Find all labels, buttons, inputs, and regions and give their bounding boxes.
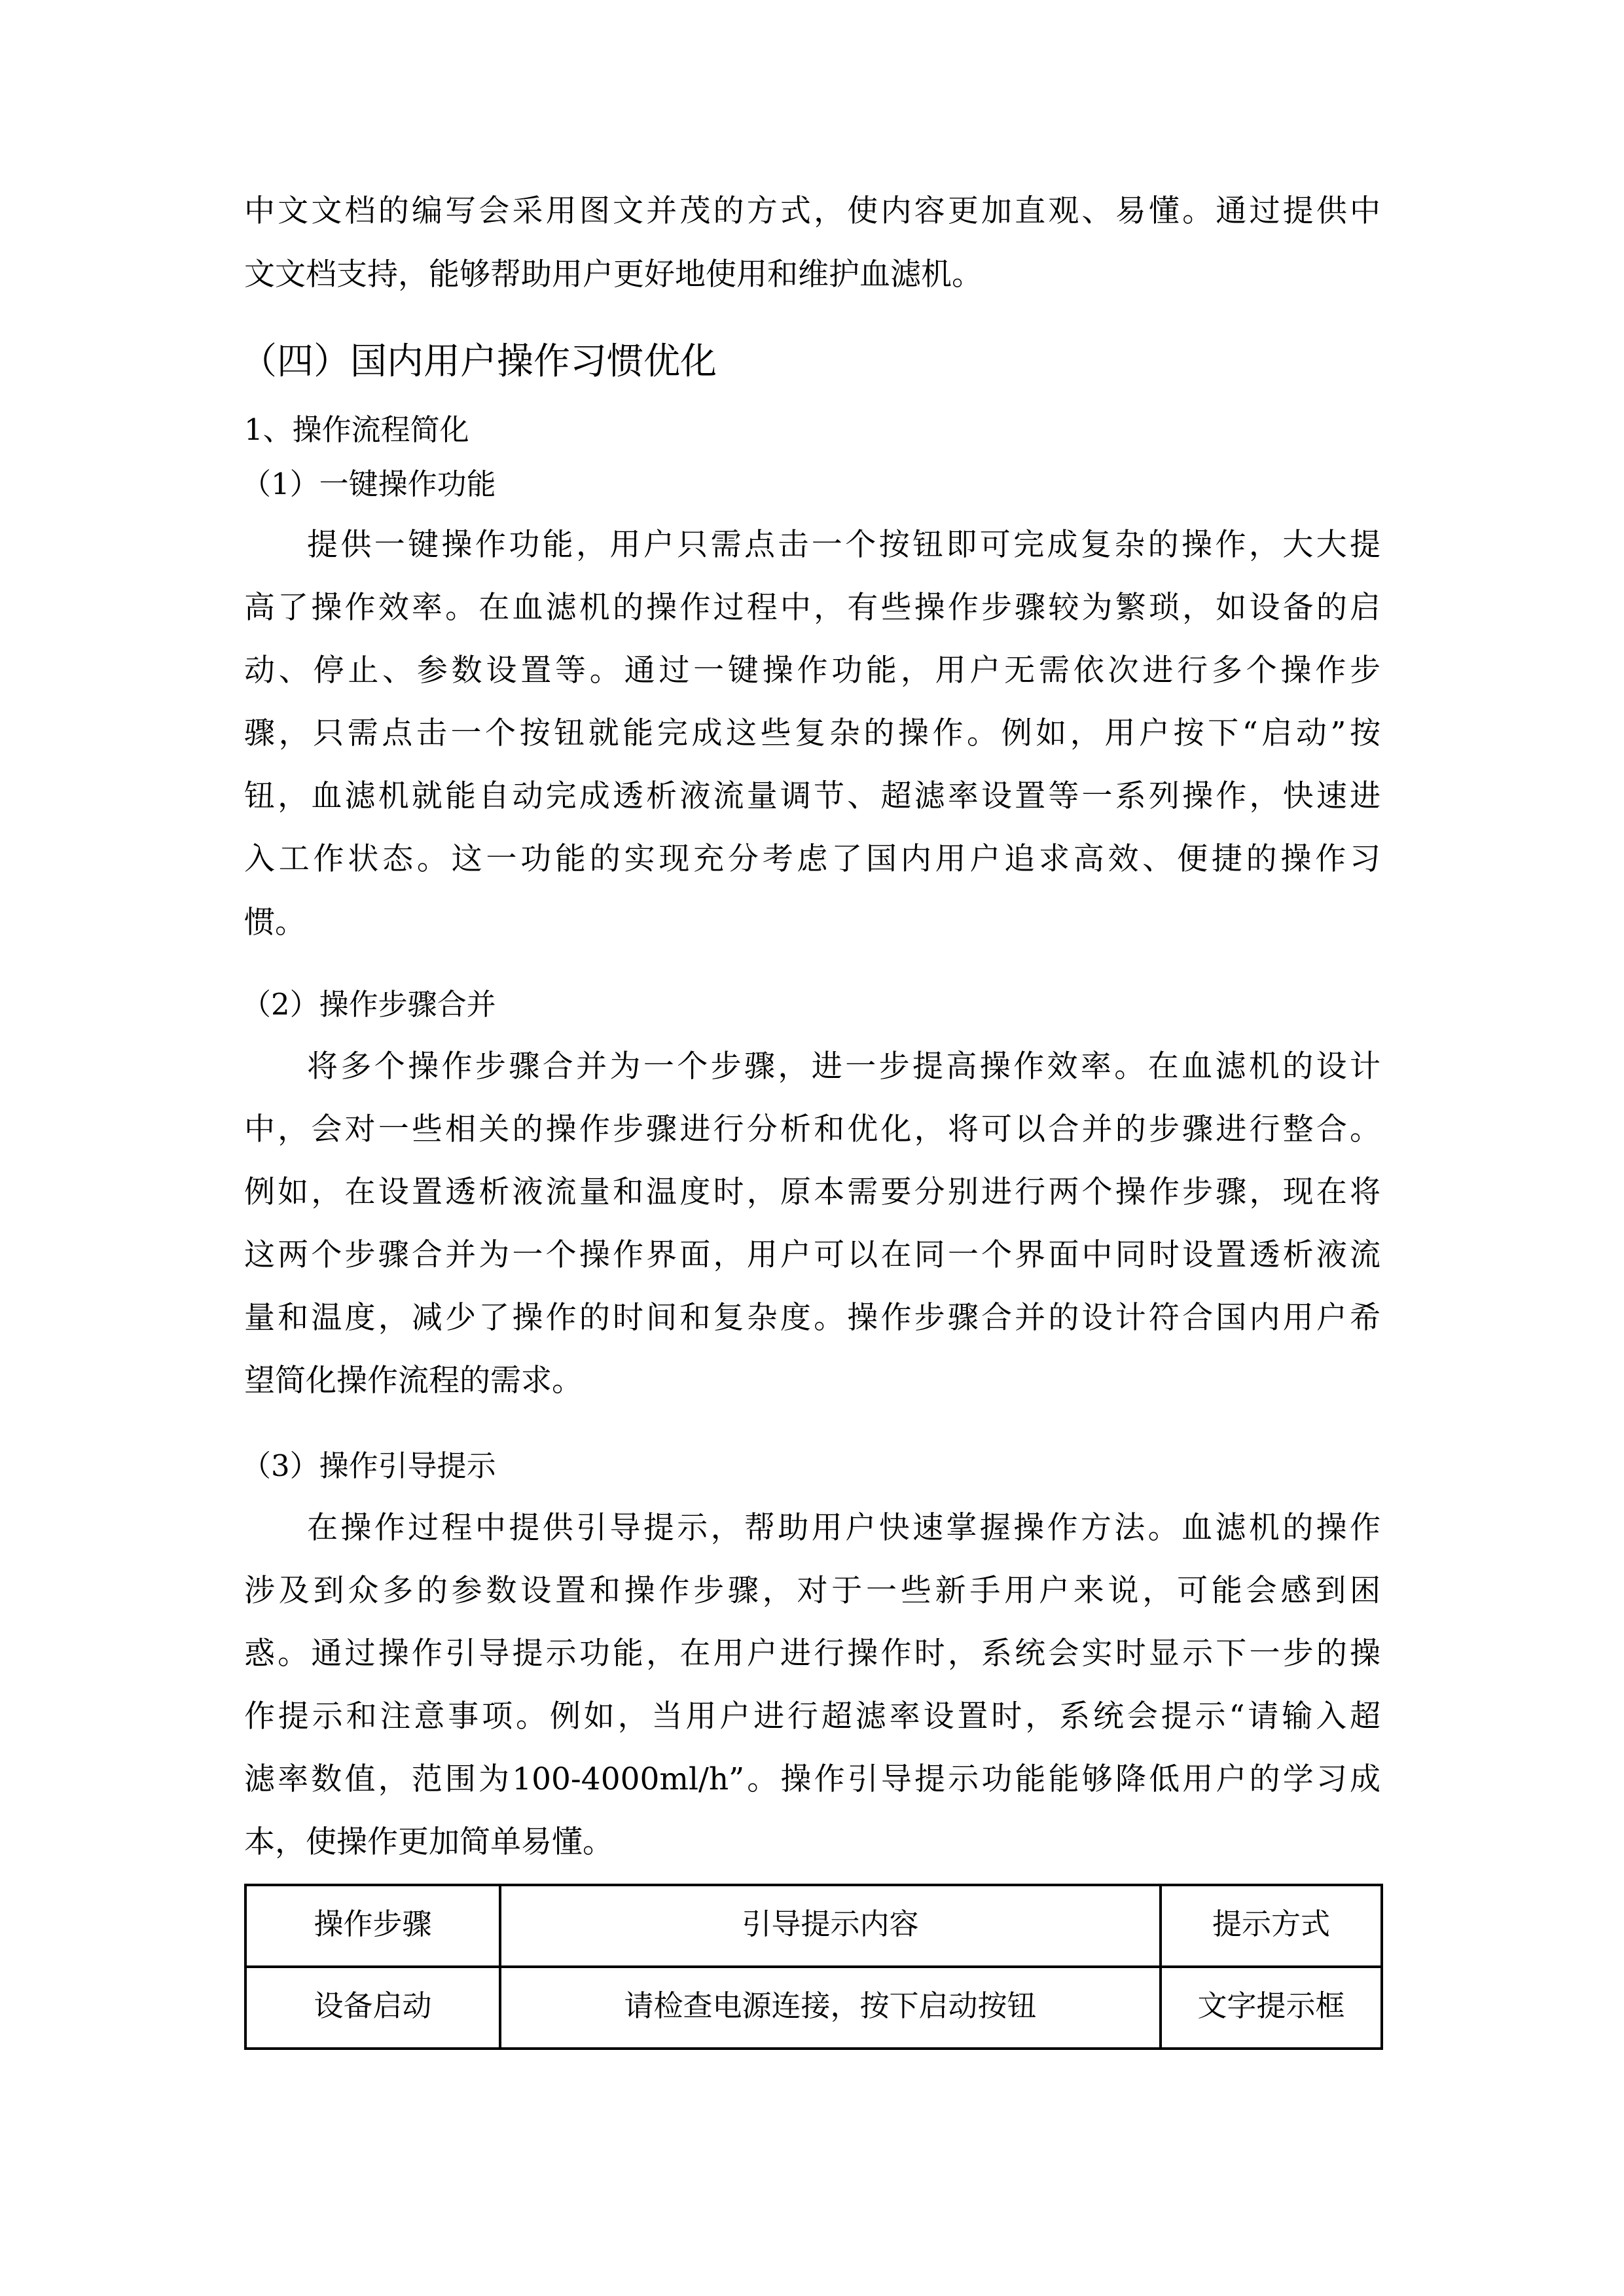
item-paragraph-line: 入工作状态。这一功能的实现充分考虑了国内用户追求高效、便捷的操作习 (244, 841, 1380, 877)
section-heading: （四）国内用户操作习惯优化 (240, 340, 717, 383)
item-paragraph-line: 作提示和注意事项。例如，当用户进行超滤率设置时，系统会提示“请输入超 (244, 1698, 1380, 1734)
item-paragraph-line: 望简化操作流程的需求。 (244, 1363, 583, 1399)
table-header-row (245, 1885, 1382, 1967)
table-cell: 请检查电源连接，按下启动按钮 (500, 1967, 1161, 2049)
guidance-table (244, 1884, 1383, 2050)
table-cell: 设备启动 (245, 1967, 500, 2049)
table-header-cell: 提示方式 (1161, 1885, 1382, 1967)
item-paragraph-line: 中，会对一些相关的操作步骤进行分析和优化，将可以合并的步骤进行整合。 (244, 1111, 1380, 1147)
item-paragraph-line: 将多个操作步骤合并为一个步骤，进一步提高操作效率。在血滤机的设计 (307, 1049, 1380, 1085)
item-paragraph-line: 滤率数值，范围为100-4000ml/h”。操作引导提示功能能够降低用户的学习成 (244, 1761, 1380, 1797)
table-header-cell: 引导提示内容 (500, 1885, 1161, 1967)
item-paragraph-line: 量和温度，减少了操作的时间和复杂度。操作步骤合并的设计符合国内用户希 (244, 1300, 1380, 1336)
table-row (245, 1967, 1382, 2049)
item-heading-one-click: （1）一键操作功能 (242, 467, 496, 501)
table-header-cell: 操作步骤 (245, 1885, 500, 1967)
item-paragraph-line: 动、停止、参数设置等。通过一键操作功能，用户无需依次进行多个操作步 (244, 653, 1380, 689)
subsection-heading: 1、操作流程简化 (244, 412, 469, 447)
table-cell: 文字提示框 (1161, 1967, 1382, 2049)
item-paragraph-line: 本，使操作更加简单易懂。 (244, 1824, 613, 1860)
item-paragraph-line: 在操作过程中提供引导提示，帮助用户快速掌握操作方法。血滤机的操作 (307, 1510, 1380, 1546)
item-paragraph-line: 惑。通过操作引导提示功能，在用户进行操作时，系统会实时显示下一步的操 (244, 1636, 1380, 1672)
item-heading-guidance: （3）操作引导提示 (242, 1448, 496, 1483)
item-paragraph-line: 惯。 (244, 905, 306, 941)
item-paragraph-line: 例如，在设置透析液流量和温度时，原本需要分别进行两个操作步骤，现在将 (244, 1174, 1380, 1210)
item-paragraph-line: 涉及到众多的参数设置和操作步骤，对于一些新手用户来说，可能会感到困 (244, 1573, 1380, 1609)
intro-paragraph-line: 中文文档的编写会采用图文并茂的方式，使内容更加直观、易懂。通过提供中 (244, 193, 1380, 229)
item-paragraph-line: 高了操作效率。在血滤机的操作过程中，有些操作步骤较为繁琐，如设备的启 (244, 590, 1380, 626)
item-paragraph-line: 钮，血滤机就能自动完成透析液流量调节、超滤率设置等一系列操作，快速进 (244, 778, 1380, 814)
intro-paragraph-line: 文文档支持，能够帮助用户更好地使用和维护血滤机。 (244, 257, 983, 293)
item-paragraph-line: 骤，只需点击一个按钮就能完成这些复杂的操作。例如，用户按下“启动”按 (244, 715, 1380, 751)
item-heading-step-merge: （2）操作步骤合并 (242, 987, 496, 1022)
item-paragraph-line: 提供一键操作功能，用户只需点击一个按钮即可完成复杂的操作，大大提 (307, 527, 1380, 563)
item-paragraph-line: 这两个步骤合并为一个操作界面，用户可以在同一个界面中同时设置透析液流 (244, 1237, 1380, 1273)
